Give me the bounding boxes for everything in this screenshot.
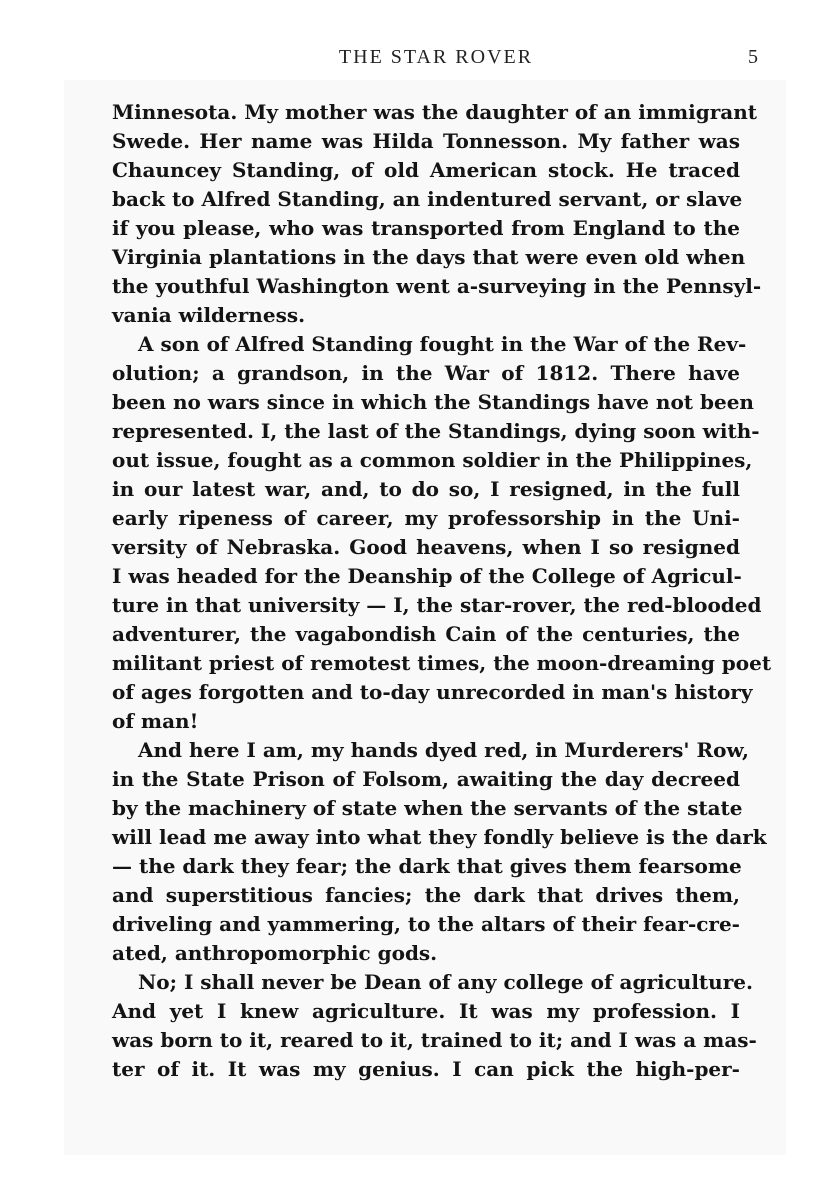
text-line: versity of Nebraska. Good heavens, when I so resigned [112, 535, 740, 559]
text-line: by the machinery of state when the servants of the state [112, 796, 743, 820]
text-line: out issue, fought as a common soldier in the Philippines, [112, 448, 753, 472]
text-line: vania wilderness. [112, 303, 306, 327]
text-line: ter of it. It was my genius. I can pick the high-per- [112, 1057, 740, 1081]
text-line: in our latest war, and, to do so, I resigned, in the full [112, 477, 740, 501]
text-line: early ripeness of career, my professorship in the Uni- [112, 506, 740, 530]
text-line: A son of Alfred Standing fought in the War of the Rev- [138, 332, 747, 356]
text-line: been no wars since in which the Standings have not been [112, 390, 754, 414]
text-line: And here I am, my hands dyed red, in Murderers' Row, [138, 738, 749, 762]
text-line: Swede. Her name was Hilda Tonnesson. My father was [112, 129, 740, 153]
text-line: driveling and yammering, to the altars of their fear-cre- [112, 912, 740, 936]
text-line: Virginia plantations in the days that were even old when [112, 245, 746, 269]
text-line: represented. I, the last of the Standings, dying soon with- [112, 419, 760, 443]
text-line: of ages forgotten and to-day unrecorded in man's history [112, 680, 753, 704]
text-line: And yet I knew agriculture. It was my profession. I [112, 999, 740, 1023]
text-line: ated, anthropomorphic gods. [112, 941, 438, 965]
text-line: of man! [112, 709, 199, 733]
text-line: Chauncey Standing, of old American stock. He traced [112, 158, 740, 182]
text-line: will lead me away into what they fondly believe is the dark [112, 825, 767, 849]
text-line: militant priest of remotest times, the moon-dreaming poet [112, 651, 772, 675]
running-title: THE STAR ROVER [338, 46, 534, 68]
text-line: — the dark they fear; the dark that gives them fearsome [112, 854, 742, 878]
text-line: if you please, who was transported from England to the [112, 216, 740, 240]
text-line: I was headed for the Deanship of the College of Agricul- [112, 564, 742, 588]
text-line: adventurer, the vagabondish Cain of the centuries, the [112, 622, 740, 646]
text-line: and superstitious fancies; the dark that drives them, [112, 883, 740, 907]
text-line: back to Alfred Standing, an indentured servant, or slave [112, 187, 743, 211]
text-line: olution; a grandson, in the War of 1812. There have [112, 361, 740, 385]
text-line: was born to it, reared to it, trained to it; and I was a mas- [112, 1028, 757, 1052]
running-header [0, 46, 840, 72]
text-line: Minnesota. My mother was the daughter of an immigrant [112, 100, 757, 124]
text-line: ture in that university — I, the star-rover, the red-blooded [112, 593, 762, 617]
body-text [112, 98, 772, 1084]
text-line: No; I shall never be Dean of any college of agriculture. [138, 970, 753, 994]
text-line: in the State Prison of Folsom, awaiting the day decreed [112, 767, 740, 791]
text-line: the youthful Washington went a-surveying in the Pennsyl- [112, 274, 762, 298]
page-number: 5 [748, 46, 758, 68]
